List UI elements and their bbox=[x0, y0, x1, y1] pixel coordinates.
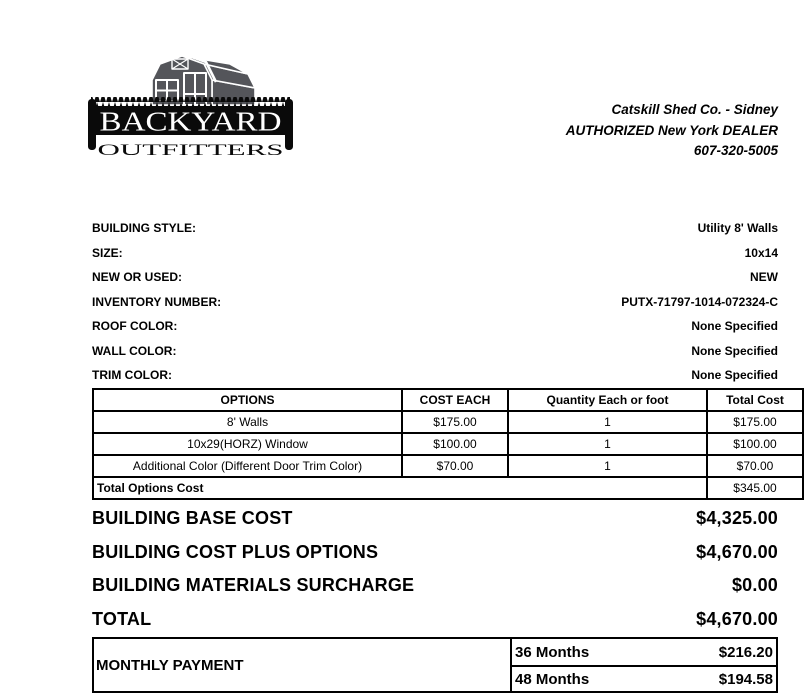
brand-subname: OUTFITTERS bbox=[97, 142, 284, 159]
detail-value: None Specified bbox=[691, 368, 778, 383]
grass-silhouette bbox=[91, 97, 290, 107]
option-cost-each: $100.00 bbox=[402, 433, 508, 455]
table-row bbox=[93, 411, 803, 433]
option-total: $175.00 bbox=[707, 411, 803, 433]
options-header-row bbox=[93, 389, 803, 411]
dealer-info bbox=[360, 100, 778, 162]
dealer-authorization: AUTHORIZED New York DEALER bbox=[565, 122, 778, 138]
detail-value: None Specified bbox=[691, 319, 778, 334]
detail-label: WALL COLOR: bbox=[92, 343, 177, 358]
detail-row-size bbox=[92, 241, 778, 266]
cost-summary bbox=[92, 502, 778, 636]
option-quantity: 1 bbox=[508, 411, 707, 433]
detail-row-new-or-used bbox=[92, 265, 778, 290]
plan-term: 36 Months bbox=[515, 643, 590, 661]
option-cost-each: $70.00 bbox=[402, 455, 508, 477]
summary-value: $4,670.00 bbox=[696, 608, 778, 629]
summary-value: $0.00 bbox=[731, 575, 778, 596]
plan-amount: $216.20 bbox=[718, 643, 773, 661]
detail-label: SIZE: bbox=[92, 245, 123, 260]
detail-label: INVENTORY NUMBER: bbox=[92, 294, 222, 309]
options-header-quantity: Quantity Each or foot bbox=[508, 389, 707, 411]
option-name: Additional Color (Different Door Trim Color) bbox=[93, 455, 402, 477]
detail-value: NEW bbox=[750, 270, 778, 285]
options-header-cost-each: COST EACH bbox=[402, 389, 508, 411]
detail-value: Utility 8' Walls bbox=[697, 221, 778, 236]
payment-plan-36-months bbox=[512, 639, 776, 665]
summary-row-materials-surcharge bbox=[92, 569, 778, 603]
company-logo bbox=[88, 42, 293, 164]
summary-label: BUILDING COST PLUS OPTIONS bbox=[92, 541, 379, 562]
detail-label: ROOF COLOR: bbox=[92, 319, 178, 334]
detail-row-wall-color bbox=[92, 339, 778, 364]
detail-row-roof-color bbox=[92, 314, 778, 339]
monthly-payment-label: MONTHLY PAYMENT bbox=[94, 639, 512, 691]
brand-name: BACKYARD bbox=[99, 106, 282, 137]
summary-value: $4,325.00 bbox=[696, 508, 778, 529]
payment-plan-48-months bbox=[512, 665, 776, 691]
detail-label: TRIM COLOR: bbox=[92, 368, 172, 383]
option-quantity: 1 bbox=[508, 433, 707, 455]
options-table bbox=[92, 388, 804, 500]
detail-value: PUTX-71797-1014-072324-C bbox=[621, 294, 778, 309]
detail-value: 10x14 bbox=[744, 245, 778, 260]
option-name: 8' Walls bbox=[93, 411, 402, 433]
option-cost-each: $175.00 bbox=[402, 411, 508, 433]
logo-right-post bbox=[285, 99, 293, 150]
options-total-value: $345.00 bbox=[707, 477, 803, 499]
logo-left-post bbox=[88, 99, 96, 150]
summary-row-total bbox=[92, 603, 778, 637]
detail-row-inventory-number bbox=[92, 290, 778, 315]
detail-value: None Specified bbox=[691, 343, 778, 358]
plan-amount: $194.58 bbox=[718, 670, 773, 688]
summary-label: BUILDING MATERIALS SURCHARGE bbox=[92, 575, 415, 596]
option-quantity: 1 bbox=[508, 455, 707, 477]
detail-row-trim-color bbox=[92, 363, 778, 388]
detail-label: NEW OR USED: bbox=[92, 270, 182, 285]
summary-label: BUILDING BASE COST bbox=[92, 508, 293, 529]
table-row bbox=[93, 455, 803, 477]
barn-logo-icon bbox=[88, 42, 293, 164]
monthly-payment-table bbox=[92, 637, 778, 693]
summary-label: TOTAL bbox=[92, 608, 152, 629]
plan-term: 48 Months bbox=[515, 670, 590, 688]
detail-row-building-style bbox=[92, 216, 778, 241]
summary-row-cost-plus-options bbox=[92, 536, 778, 570]
options-total-row bbox=[93, 477, 803, 499]
building-details bbox=[92, 216, 778, 388]
options-header-total-cost: Total Cost bbox=[707, 389, 803, 411]
options-header-options: OPTIONS bbox=[93, 389, 402, 411]
option-total: $100.00 bbox=[707, 433, 803, 455]
option-total: $70.00 bbox=[707, 455, 803, 477]
summary-value: $4,670.00 bbox=[696, 541, 778, 562]
dealer-phone: 607-320-5005 bbox=[693, 143, 778, 158]
dealer-name: Catskill Shed Co. - Sidney bbox=[611, 102, 778, 117]
table-row bbox=[93, 433, 803, 455]
summary-row-base-cost bbox=[92, 502, 778, 536]
option-name: 10x29(HORZ) Window bbox=[93, 433, 402, 455]
detail-label: BUILDING STYLE: bbox=[92, 221, 196, 236]
options-total-label: Total Options Cost bbox=[93, 477, 707, 499]
